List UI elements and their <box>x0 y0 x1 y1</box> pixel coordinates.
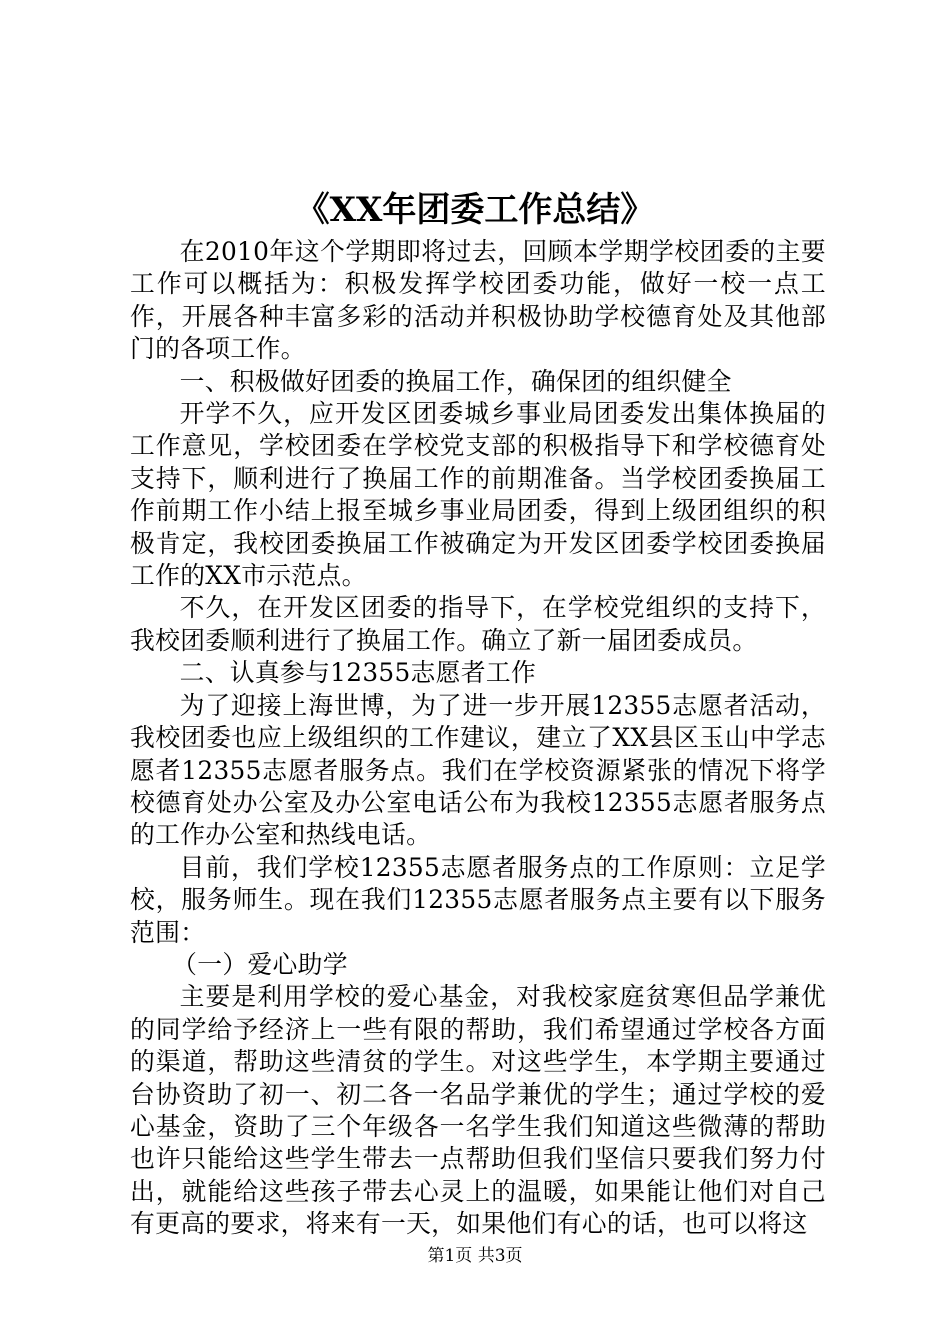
section-heading-1: 一、积极做好团委的换届工作，确保团的组织健全 <box>179 366 732 396</box>
paragraph-aid: 主要是利用学校的爱心基金，对我校家庭贫寒但品学兼优的同学给予经济上一些有限的帮助，我们希望通过学校各方面的渠道，帮助这些清贫的学生。对这些学生，本学期主要通过台协资助了初一、初二各一名品学兼优的学生；通过学校的爱心基金，资助了三个年级各一名学生我们知道这些微薄的帮助也许只能给这些学生带去一点帮助但我们坚信只要我们努力付出，就能给这些孩子带去心灵上的温暖，如果能让他们对自己有更高的要求，将来有一天，如果他们有心的话，也可以将这 <box>130 982 826 1239</box>
paragraph-election: 开学不久，应开发区团委城乡事业局团委发出集体换届的工作意见，学校团委在学校党支部的积极指导下和学校德育处支持下，顺利进行了换届工作的前期准备。当学校团委换届工作前期工作小结上报至城乡事业局团委，得到上级团组织的积极肯定，我校团委换届工作被确定为开发区团委学校团委换届工作的XX市示范点。 <box>130 399 826 591</box>
paragraph-election-result: 不久，在开发区团委的指导下，在学校党组织的支持下，我校团委顺利进行了换届工作。确立了新一届团委成员。 <box>130 593 826 655</box>
paragraph-intro: 在2010年这个学期即将过去，回顾本学期学校团委的主要工作可以概括为：积极发挥学校团委功能，做好一校一点工作，开展各种丰富多彩的活动并积极协助学校德育处及其他部门的各项工作。 <box>130 237 826 364</box>
document-body <box>130 236 826 1241</box>
document-title: 《XX年团委工作总结》 <box>295 190 655 230</box>
section-heading-2: 二、认真参与12355志愿者工作 <box>179 658 537 688</box>
paragraph-volunteer: 为了迎接上海世博，为了进一步开展12355志愿者活动，我校团委也应上级组织的工作建议，建立了XX县区玉山中学志愿者12355志愿者服务点。我们在学校资源紧张的情况下将学校德育处办公室及办公室电话公布为我校12355志愿者服务点的工作办公室和热线电话。 <box>130 690 826 850</box>
page-footer: 第1页 共3页 <box>427 1246 523 1266</box>
subsection-heading-1: （一）爱心助学 <box>172 949 348 979</box>
paragraph-volunteer-scope: 目前，我们学校12355志愿者服务点的工作原则：立足学校，服务师生。现在我们12355志愿者服务点主要有以下服务范围： <box>130 852 826 947</box>
